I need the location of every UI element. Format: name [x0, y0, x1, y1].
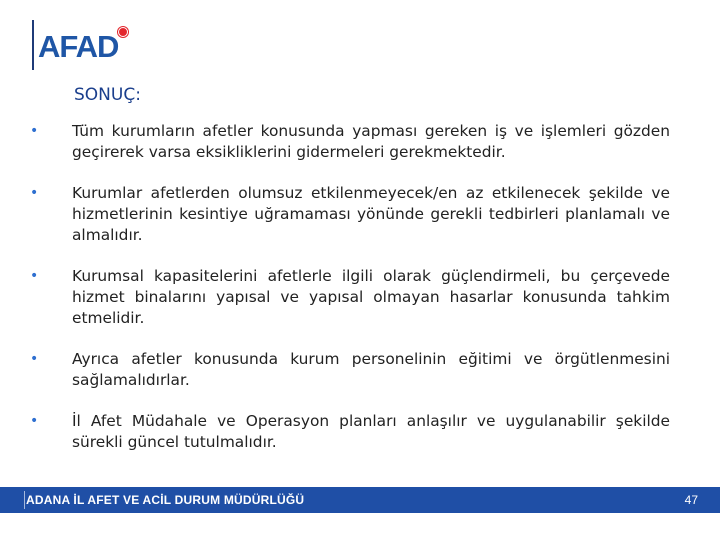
logo-dot-icon	[118, 27, 128, 37]
bullet-dot-icon: •	[30, 185, 39, 201]
bullet-dot-icon: •	[30, 413, 39, 429]
bullet-item	[30, 349, 670, 391]
bullet-text: Ayrıca afetler konusunda kurum personelinin eğitimi ve örgütlenmesini sağlamalıdırlar.	[72, 350, 670, 389]
header-divider-line	[32, 20, 34, 70]
bullet-dot-icon: •	[30, 351, 39, 367]
afad-logo: AFAD	[38, 29, 119, 64]
bullet-list	[30, 121, 670, 473]
bullet-item	[30, 183, 670, 246]
bullet-item	[30, 121, 670, 163]
bullet-item	[30, 266, 670, 329]
bullet-text: Kurumlar afetlerden olumsuz etkilenmeyecek/en az etkilenecek şekilde ve hizmetlerinin kesintiye uğramaması yönünde gerekli tedbirleri planlamalı ve almalıdır.	[72, 184, 670, 244]
slide-title: SONUÇ:	[74, 85, 141, 105]
bullet-dot-icon: •	[30, 123, 39, 139]
footer-organization: ADANA İL AFET VE ACİL DURUM MÜDÜRLÜĞÜ	[26, 493, 305, 507]
bullet-text: Tüm kurumların afetler konusunda yapması gereken iş ve işlemleri gözden geçirerek varsa eksikliklerini gidermeleri gerekmektedir.	[72, 122, 670, 161]
bullet-item	[30, 411, 670, 453]
bullet-dot-icon: •	[30, 268, 39, 284]
bullet-text: İl Afet Müdahale ve Operasyon planları anlaşılır ve uygulanabilir şekilde sürekli güncel tutulmalıdır.	[72, 412, 670, 451]
page-number: 47	[684, 493, 698, 507]
footer-bar	[0, 487, 720, 513]
footer-separator	[24, 491, 25, 509]
bullet-text: Kurumsal kapasitelerini afetlerle ilgili olarak güçlendirmeli, bu çerçevede hizmet binalarını yapısal ve yapısal olmayan hasarlar konusunda tahkim etmelidir.	[72, 267, 670, 327]
